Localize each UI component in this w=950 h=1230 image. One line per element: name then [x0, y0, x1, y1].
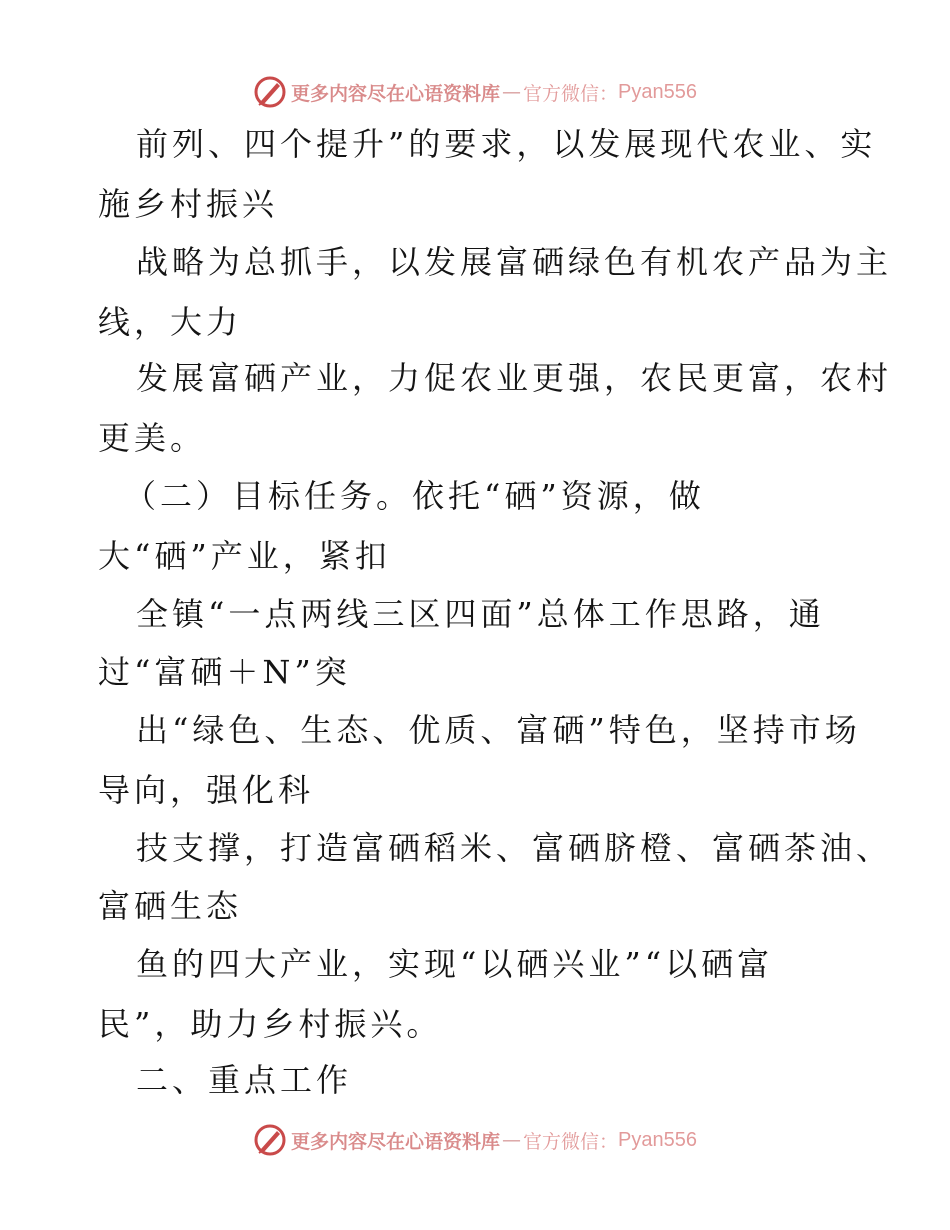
text-line: 线，大力 [98, 303, 243, 341]
text-line: 过“富硒＋N”突 [98, 653, 351, 691]
header-watermark [0, 72, 950, 112]
watermark-wechat-label: 官方微信： [523, 82, 619, 105]
section-heading: 二、重点工作 [136, 1061, 353, 1099]
text-line: 出“绿色、生态、优质、富硒”特色，坚持市场 [136, 711, 861, 749]
watermark-dash: — [502, 81, 522, 103]
text-line: 民”，助力乡村振兴。 [98, 1005, 443, 1043]
text-line: 施乡村振兴 [98, 185, 279, 223]
watermark-wechat-id: Pyan556 [618, 80, 697, 103]
text-line: 鱼的四大产业，实现“以硒兴业”“以硒富 [136, 945, 774, 983]
text-line: 发展富硒产业，力促农业更强，农民更富，农村 [136, 359, 893, 397]
footer-watermark [0, 1120, 950, 1160]
watermark-wechat-id: Pyan556 [618, 1128, 697, 1151]
watermark-dash: — [502, 1129, 522, 1151]
watermark-wechat-label: 官方微信： [523, 1130, 619, 1153]
text-line: 富硒生态 [98, 887, 243, 925]
text-line: 导向，强化科 [98, 771, 315, 809]
pen-seal-logo-icon [253, 1123, 287, 1157]
text-line: 全镇“一点两线三区四面”总体工作思路，通 [136, 595, 825, 633]
watermark-text: 更多内容尽在心语资料库 [291, 1130, 501, 1153]
text-line: 战略为总抓手，以发展富硒绿色有机农产品为主 [136, 243, 893, 281]
text-line: 大“硒”产业，紧扣 [98, 537, 391, 575]
watermark-text: 更多内容尽在心语资料库 [291, 82, 501, 105]
pen-seal-logo-icon [253, 75, 287, 109]
text-line: 前列、四个提升”的要求，以发展现代农业、实 [136, 125, 877, 163]
section-subheading: （二）目标任务。依托“硒”资源，做 [124, 477, 705, 515]
text-line: 更美。 [98, 419, 207, 457]
text-line: 技支撑，打造富硒稻米、富硒脐橙、富硒茶油、 [136, 829, 893, 867]
